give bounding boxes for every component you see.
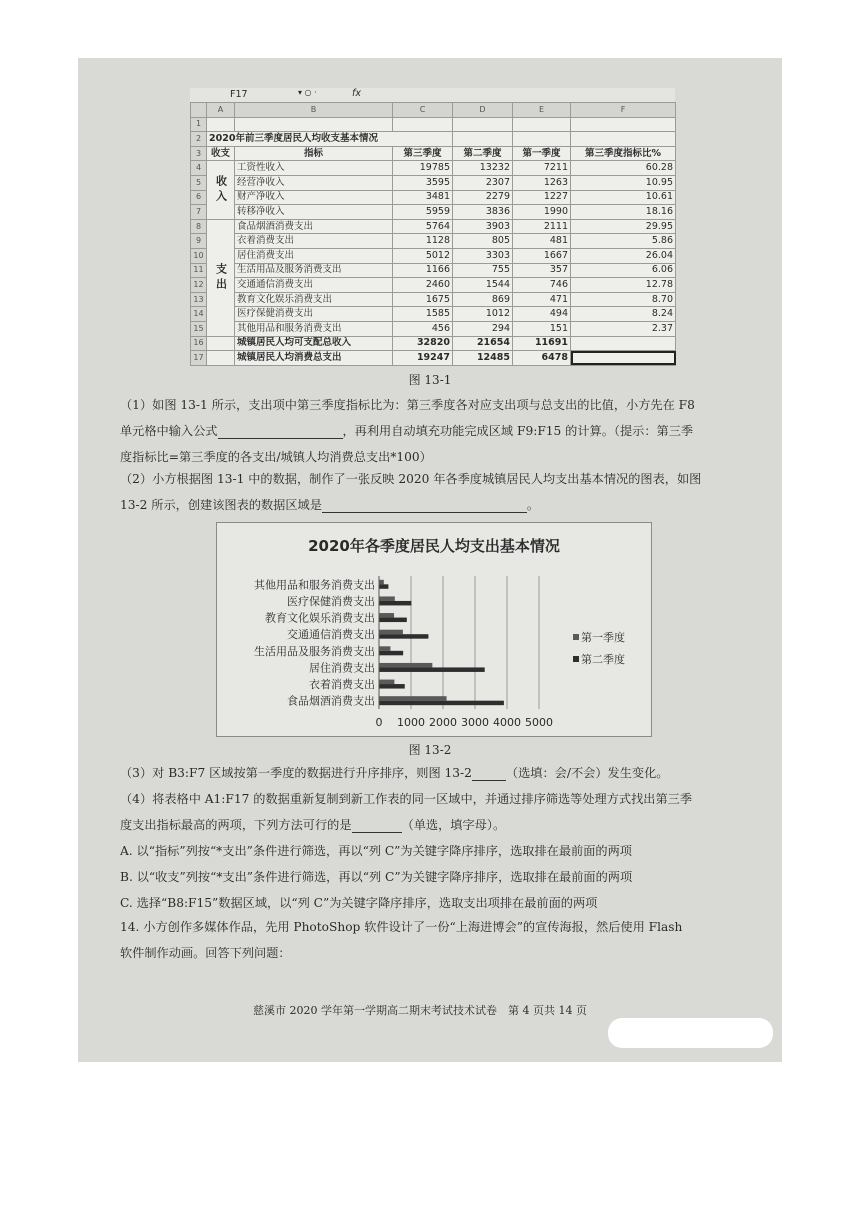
q1-cell[interactable]: 7211 bbox=[513, 161, 571, 176]
bar-q1 bbox=[379, 646, 390, 651]
bar-q2 bbox=[379, 701, 504, 706]
table-header[interactable]: 指标 bbox=[235, 146, 393, 161]
ratio-cell[interactable]: 29.95 bbox=[571, 219, 676, 234]
bar-q1 bbox=[379, 613, 394, 618]
q3-cell[interactable]: 5959 bbox=[393, 205, 453, 220]
x-tick-label: 0 bbox=[375, 716, 383, 729]
row-number[interactable]: 17 bbox=[191, 351, 207, 366]
question-1 bbox=[120, 392, 760, 470]
category-label: 其他用品和服务消费支出 bbox=[254, 578, 375, 592]
chevron-down-icon[interactable]: ▾ ○ · bbox=[298, 88, 317, 97]
q1-cell[interactable]: 494 bbox=[513, 307, 571, 322]
sheet-title[interactable]: 2020年前三季度居民人均收支基本情况 bbox=[207, 132, 453, 147]
q3-cell[interactable]: 19785 bbox=[393, 161, 453, 176]
table-row bbox=[191, 146, 676, 161]
q3-cell[interactable]: 5012 bbox=[393, 248, 453, 263]
indicator-cell[interactable]: 教育文化娱乐消费支出 bbox=[235, 292, 393, 307]
chart-canvas bbox=[217, 523, 651, 736]
table-header[interactable]: 第一季度 bbox=[513, 146, 571, 161]
bar-q1 bbox=[379, 663, 432, 668]
ratio-cell[interactable]: 5.86 bbox=[571, 234, 676, 249]
q2-cell[interactable]: 869 bbox=[453, 292, 513, 307]
column-header[interactable]: D bbox=[453, 103, 513, 118]
q1-cell[interactable]: 1990 bbox=[513, 205, 571, 220]
row-number[interactable]: 7 bbox=[191, 205, 207, 220]
q2-cell[interactable]: 3903 bbox=[453, 219, 513, 234]
table-row bbox=[191, 175, 676, 190]
bar-q1 bbox=[379, 630, 403, 635]
x-tick-label: 2000 bbox=[429, 716, 457, 729]
indicator-cell[interactable]: 财产净收入 bbox=[235, 190, 393, 205]
row-number[interactable]: 2 bbox=[191, 132, 207, 147]
legend-label: 第一季度 bbox=[581, 631, 625, 644]
question-text: 软件制作动画。回答下列问题： bbox=[120, 946, 291, 960]
table-row bbox=[191, 307, 676, 322]
x-tick-label: 5000 bbox=[525, 716, 553, 729]
column-header[interactable]: F bbox=[571, 103, 676, 118]
question-text: 单元格中输入公式 bbox=[120, 424, 218, 438]
indicator-cell[interactable]: 食品烟酒消费支出 bbox=[235, 219, 393, 234]
ratio-cell[interactable]: 26.04 bbox=[571, 248, 676, 263]
category-label: 生活用品及服务消费支出 bbox=[254, 644, 375, 658]
q3-cell[interactable]: 5764 bbox=[393, 219, 453, 234]
figure-caption-13-2: 图 13-2 bbox=[408, 743, 452, 757]
ratio-cell[interactable]: 8.24 bbox=[571, 307, 676, 322]
question-text: （3）对 B3:F7 区域按第一季度的数据进行升序排序，则图 13-2 bbox=[120, 766, 472, 780]
redaction-blot bbox=[608, 1018, 773, 1048]
ratio-cell[interactable]: 6.06 bbox=[571, 263, 676, 278]
row-number[interactable]: 1 bbox=[191, 117, 207, 132]
option-b: B. 以“收支”列按“*支出”条件进行筛选，再以“列 C”为关键字降序排序，选取排在最前面的两项 bbox=[120, 870, 633, 884]
column-header[interactable]: E bbox=[513, 103, 571, 118]
table-row bbox=[191, 336, 676, 351]
table-header[interactable]: 第二季度 bbox=[453, 146, 513, 161]
function-icon[interactable]: fx bbox=[352, 88, 361, 99]
row-number[interactable]: 11 bbox=[191, 263, 207, 278]
question-text: 度支出指标最高的两项，下列方法可行的是 bbox=[120, 818, 352, 832]
category-label: 衣着消费支出 bbox=[309, 678, 375, 692]
cell[interactable] bbox=[207, 351, 235, 366]
question-4 bbox=[120, 786, 760, 916]
answer-blank[interactable] bbox=[218, 424, 343, 439]
q1-cell[interactable]: 2111 bbox=[513, 219, 571, 234]
table-row bbox=[191, 132, 676, 147]
question-3 bbox=[120, 760, 760, 786]
q2-cell[interactable]: 3836 bbox=[453, 205, 513, 220]
indicator-cell[interactable]: 城镇居民人均可支配总收入 bbox=[235, 336, 393, 351]
question-text: （选填：会/不会）发生变化。 bbox=[505, 766, 669, 780]
q1-cell[interactable]: 151 bbox=[513, 321, 571, 336]
column-header[interactable]: C bbox=[393, 103, 453, 118]
ratio-cell[interactable]: 12.78 bbox=[571, 278, 676, 293]
legend-swatch bbox=[573, 634, 579, 640]
indicator-cell[interactable]: 其他用品和服务消费支出 bbox=[235, 321, 393, 336]
indicator-cell[interactable]: 生活用品及服务消费支出 bbox=[235, 263, 393, 278]
row-number[interactable]: 12 bbox=[191, 278, 207, 293]
q3-cell[interactable]: 19247 bbox=[393, 351, 453, 366]
q1-cell[interactable]: 746 bbox=[513, 278, 571, 293]
row-number[interactable]: 4 bbox=[191, 161, 207, 176]
table-row bbox=[191, 292, 676, 307]
bar-q2 bbox=[379, 651, 403, 656]
question-text: （4）将表格中 A1:F17 的数据重新复制到新工作表的同一区域中，并通过排序筛选等处理方式找出第三季 bbox=[120, 792, 693, 806]
row-number[interactable]: 3 bbox=[191, 146, 207, 161]
ratio-cell[interactable]: 10.61 bbox=[571, 190, 676, 205]
indicator-cell[interactable]: 医疗保健消费支出 bbox=[235, 307, 393, 322]
cell[interactable] bbox=[513, 132, 571, 147]
spreadsheet bbox=[190, 88, 675, 366]
q1-cell[interactable]: 481 bbox=[513, 234, 571, 249]
q3-cell[interactable]: 2460 bbox=[393, 278, 453, 293]
table-row bbox=[191, 248, 676, 263]
income-label[interactable]: 收入 bbox=[207, 161, 235, 219]
ratio-cell[interactable] bbox=[571, 351, 676, 366]
table-row bbox=[191, 278, 676, 293]
q3-cell[interactable]: 1585 bbox=[393, 307, 453, 322]
bar-q2 bbox=[379, 684, 405, 689]
bar-q2 bbox=[379, 667, 485, 672]
ratio-cell[interactable]: 2.37 bbox=[571, 321, 676, 336]
q2-cell[interactable]: 2279 bbox=[453, 190, 513, 205]
row-number[interactable]: 10 bbox=[191, 248, 207, 263]
table-row bbox=[191, 234, 676, 249]
indicator-cell[interactable]: 工资性收入 bbox=[235, 161, 393, 176]
option-a: A. 以“指标”列按“*支出”条件进行筛选，再以“列 C”为关键字降序排序，选取排在最前面的两项 bbox=[120, 844, 632, 858]
cell-reference[interactable]: F17 bbox=[230, 89, 248, 100]
ratio-cell[interactable]: 10.95 bbox=[571, 175, 676, 190]
q1-cell[interactable]: 11691 bbox=[513, 336, 571, 351]
q2-cell[interactable]: 1012 bbox=[453, 307, 513, 322]
column-header[interactable]: B bbox=[235, 103, 393, 118]
row-number[interactable]: 15 bbox=[191, 321, 207, 336]
question-text: 。 bbox=[526, 498, 540, 512]
ratio-cell[interactable]: 60.28 bbox=[571, 161, 676, 176]
q2-cell[interactable]: 805 bbox=[453, 234, 513, 249]
table-row bbox=[191, 205, 676, 220]
table-header[interactable]: 收支 bbox=[207, 146, 235, 161]
ratio-cell[interactable]: 8.70 bbox=[571, 292, 676, 307]
q3-cell[interactable]: 1166 bbox=[393, 263, 453, 278]
legend-label: 第二季度 bbox=[581, 653, 625, 666]
table-row bbox=[191, 190, 676, 205]
question-text: （单选，填字母）。 bbox=[401, 818, 506, 832]
indicator-cell[interactable]: 交通通信消费支出 bbox=[235, 278, 393, 293]
cell[interactable] bbox=[393, 117, 453, 132]
q3-cell[interactable]: 32820 bbox=[393, 336, 453, 351]
bar-q2 bbox=[379, 584, 388, 589]
bar-q2 bbox=[379, 634, 428, 639]
cell[interactable] bbox=[235, 117, 393, 132]
row-number[interactable]: 5 bbox=[191, 175, 207, 190]
q1-cell[interactable]: 6478 bbox=[513, 351, 571, 366]
question-text: 度指标比=第三季度的各支出/城镇人均消费总支出*100） bbox=[120, 450, 432, 464]
question-text: 13-2 所示，创建该图表的数据区域是 bbox=[120, 498, 322, 512]
question-text: （1）如图 13-1 所示，支出项中第三季度指标比为：第三季度各对应支出项与总支出的比值，小方先在 F8 bbox=[120, 398, 695, 412]
column-header-row bbox=[191, 103, 676, 118]
x-tick-label: 1000 bbox=[397, 716, 425, 729]
q3-cell[interactable]: 1128 bbox=[393, 234, 453, 249]
q2-cell[interactable]: 12485 bbox=[453, 351, 513, 366]
table-row bbox=[191, 263, 676, 278]
indicator-cell[interactable]: 衣着消费支出 bbox=[235, 234, 393, 249]
q2-cell[interactable]: 755 bbox=[453, 263, 513, 278]
bar-q2 bbox=[379, 618, 407, 623]
row-number[interactable]: 16 bbox=[191, 336, 207, 351]
table-row bbox=[191, 161, 676, 176]
q1-cell[interactable]: 1227 bbox=[513, 190, 571, 205]
q1-cell[interactable]: 357 bbox=[513, 263, 571, 278]
bar-q2 bbox=[379, 601, 411, 606]
question-2 bbox=[120, 466, 760, 518]
bar-chart bbox=[216, 522, 652, 737]
category-label: 交通通信消费支出 bbox=[287, 628, 375, 642]
table-row bbox=[191, 117, 676, 132]
category-label: 居住消费支出 bbox=[309, 661, 375, 675]
table-row bbox=[191, 321, 676, 336]
q2-cell[interactable]: 3303 bbox=[453, 248, 513, 263]
q2-cell[interactable]: 1544 bbox=[453, 278, 513, 293]
category-label: 教育文化娱乐消费支出 bbox=[265, 611, 375, 625]
x-tick-label: 3000 bbox=[461, 716, 489, 729]
cell[interactable] bbox=[453, 132, 513, 147]
q2-cell[interactable]: 2307 bbox=[453, 175, 513, 190]
row-number[interactable]: 6 bbox=[191, 190, 207, 205]
indicator-cell[interactable]: 居住消费支出 bbox=[235, 248, 393, 263]
figure-caption-13-1: 图 13-1 bbox=[408, 373, 452, 387]
cell[interactable] bbox=[207, 336, 235, 351]
cell[interactable] bbox=[571, 117, 676, 132]
q2-cell[interactable]: 13232 bbox=[453, 161, 513, 176]
q3-cell[interactable]: 3595 bbox=[393, 175, 453, 190]
bar-q1 bbox=[379, 680, 394, 685]
q3-cell[interactable]: 456 bbox=[393, 321, 453, 336]
row-number[interactable]: 8 bbox=[191, 219, 207, 234]
corner-cell[interactable] bbox=[191, 103, 207, 118]
indicator-cell[interactable]: 转移净收入 bbox=[235, 205, 393, 220]
spreadsheet-grid bbox=[190, 102, 676, 366]
q3-cell[interactable]: 3481 bbox=[393, 190, 453, 205]
q1-cell[interactable]: 471 bbox=[513, 292, 571, 307]
table-header[interactable]: 第三季度指标比% bbox=[571, 146, 676, 161]
table-row bbox=[191, 351, 676, 366]
table-header[interactable]: 第三季度 bbox=[393, 146, 453, 161]
answer-blank[interactable] bbox=[472, 766, 506, 781]
table-row bbox=[191, 219, 676, 234]
bar-q1 bbox=[379, 696, 447, 701]
exam-page bbox=[78, 58, 782, 1062]
q1-cell[interactable]: 1667 bbox=[513, 248, 571, 263]
cell[interactable] bbox=[207, 117, 235, 132]
q2-cell[interactable]: 294 bbox=[453, 321, 513, 336]
cell[interactable] bbox=[571, 132, 676, 147]
category-label: 食品烟酒消费支出 bbox=[287, 694, 375, 708]
ratio-cell[interactable] bbox=[571, 336, 676, 351]
cell[interactable] bbox=[513, 117, 571, 132]
category-label: 医疗保健消费支出 bbox=[287, 594, 375, 608]
ratio-cell[interactable]: 18.16 bbox=[571, 205, 676, 220]
row-number[interactable]: 9 bbox=[191, 234, 207, 249]
q1-cell[interactable]: 1263 bbox=[513, 175, 571, 190]
row-number[interactable]: 14 bbox=[191, 307, 207, 322]
question-text: 14. 小方创作多媒体作品，先用 PhotoShop 软件设计了一份“上海进博会”的宣传海报，然后使用 Flash bbox=[120, 920, 683, 934]
column-header[interactable]: A bbox=[207, 103, 235, 118]
indicator-cell[interactable]: 城镇居民人均消费总支出 bbox=[235, 351, 393, 366]
option-c: C. 选择“B8:F15”数据区域，以“列 C”为关键字降序排序，选取支出项排在最前面的两项 bbox=[120, 896, 598, 910]
question-text: ，再利用自动填充功能完成区域 F9:F15 的计算。（提示：第三季 bbox=[342, 424, 694, 438]
question-14 bbox=[120, 914, 760, 966]
q2-cell[interactable]: 21654 bbox=[453, 336, 513, 351]
bar-q1 bbox=[379, 596, 395, 601]
indicator-cell[interactable]: 经营净收入 bbox=[235, 175, 393, 190]
answer-blank[interactable] bbox=[322, 498, 527, 513]
x-tick-label: 4000 bbox=[493, 716, 521, 729]
formula-bar bbox=[190, 88, 675, 103]
answer-blank[interactable] bbox=[352, 818, 402, 833]
question-text: （2）小方根据图 13-1 中的数据，制作了一张反映 2020 年各季度城镇居民人均支出基本情况的图表，如图 bbox=[120, 472, 702, 486]
expense-label[interactable]: 支出 bbox=[207, 219, 235, 336]
chart-title: 2020年各季度居民人均支出基本情况 bbox=[308, 537, 560, 555]
legend-swatch bbox=[573, 656, 579, 662]
bar-q1 bbox=[379, 580, 384, 585]
row-number[interactable]: 13 bbox=[191, 292, 207, 307]
cell[interactable] bbox=[453, 117, 513, 132]
page-footer: 慈溪市 2020 学年第一学期高二期末考试技术试卷 第 4 页共 14 页 bbox=[253, 1004, 587, 1017]
q3-cell[interactable]: 1675 bbox=[393, 292, 453, 307]
